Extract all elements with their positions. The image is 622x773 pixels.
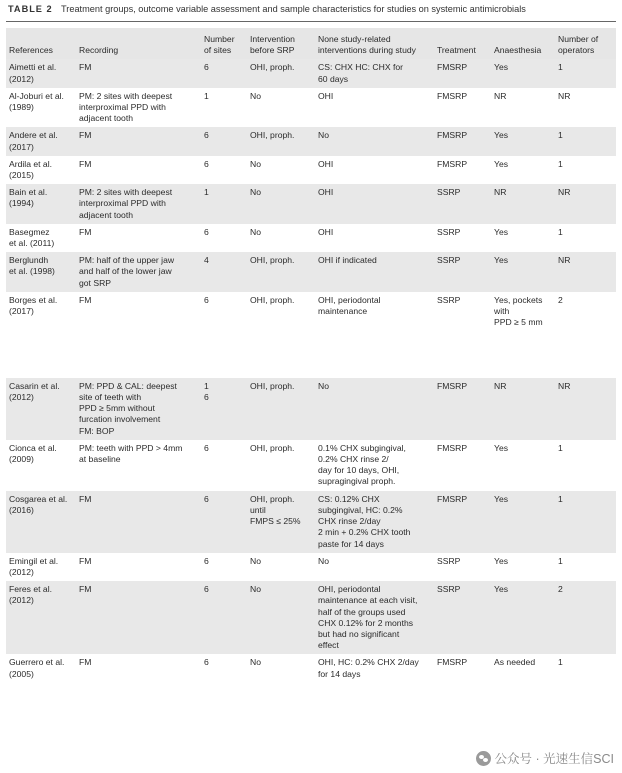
non-study-interventions-cell: No	[315, 127, 434, 155]
number-of-sites-cell: 6	[201, 59, 247, 87]
non-study-interventions-cell: 0.1% CHX subgingival, 0.2% CHX rinse 2/ day for 10 days, OHI, supragingival proph.	[315, 440, 434, 491]
table-row	[6, 581, 616, 654]
column-header: Number of sites	[201, 28, 247, 59]
number-of-operators-cell: NR	[555, 378, 616, 440]
treatment-cell: FMSRP	[434, 378, 491, 440]
non-study-interventions-cell: OHI	[315, 156, 434, 184]
reference-cell: Andere et al. (2017)	[6, 127, 76, 155]
anaesthesia-cell: Yes	[491, 553, 555, 581]
column-header: None study-related interventions during study	[315, 28, 434, 59]
anaesthesia-cell: NR	[491, 88, 555, 128]
treatment-cell: FMSRP	[434, 127, 491, 155]
study-characteristics-table	[6, 28, 616, 683]
table-body	[6, 59, 616, 682]
recording-cell: FM	[76, 224, 201, 252]
treatment-cell: FMSRP	[434, 59, 491, 87]
recording-cell: FM	[76, 127, 201, 155]
number-of-sites-cell: 6	[201, 440, 247, 491]
table-label: TABLE 2	[8, 4, 53, 14]
treatment-cell: FMSRP	[434, 654, 491, 682]
treatment-cell: FMSRP	[434, 88, 491, 128]
number-of-operators-cell: 1	[555, 553, 616, 581]
table-row	[6, 156, 616, 184]
number-of-sites-cell: 1	[201, 88, 247, 128]
reference-cell: Al-Joburi et al. (1989)	[6, 88, 76, 128]
watermark-text: 公众号 · 光速生信SCI	[494, 752, 614, 766]
non-study-interventions-cell: CS: 0.12% CHX subgingival, HC: 0.2% CHX rinse 2/day 2 min + 0.2% CHX tooth paste for 14 days	[315, 491, 434, 553]
intervention-before-srp-cell: OHI, proph.	[247, 440, 315, 491]
recording-cell: FM	[76, 292, 201, 378]
treatment-cell: FMSRP	[434, 491, 491, 553]
anaesthesia-cell: NR	[491, 378, 555, 440]
number-of-sites-cell: 6	[201, 553, 247, 581]
anaesthesia-cell: Yes	[491, 224, 555, 252]
number-of-operators-cell: NR	[555, 88, 616, 128]
intervention-before-srp-cell: OHI, proph.	[247, 252, 315, 292]
column-header: Number of operators	[555, 28, 616, 59]
table-row	[6, 127, 616, 155]
treatment-cell: SSRP	[434, 184, 491, 224]
table-row	[6, 654, 616, 682]
number-of-operators-cell: NR	[555, 184, 616, 224]
caption-rule	[6, 21, 616, 22]
number-of-operators-cell: 1	[555, 59, 616, 87]
table-row	[6, 491, 616, 553]
non-study-interventions-cell: OHI	[315, 88, 434, 128]
table-row	[6, 440, 616, 491]
intervention-before-srp-cell: OHI, proph. until FMPS ≤ 25%	[247, 491, 315, 553]
table-row	[6, 224, 616, 252]
reference-cell: Aimetti et al. (2012)	[6, 59, 76, 87]
number-of-sites-cell: 6	[201, 581, 247, 654]
intervention-before-srp-cell: No	[247, 184, 315, 224]
recording-cell: FM	[76, 553, 201, 581]
reference-cell: Emingil et al. (2012)	[6, 553, 76, 581]
non-study-interventions-cell: OHI if indicated	[315, 252, 434, 292]
header-row	[6, 28, 616, 59]
non-study-interventions-cell: OHI	[315, 184, 434, 224]
anaesthesia-cell: Yes, pockets with PPD ≥ 5 mm	[491, 292, 555, 378]
table-row	[6, 252, 616, 292]
recording-cell: PM: 2 sites with deepest interproximal PPD with adjacent tooth	[76, 184, 201, 224]
recording-cell: FM	[76, 581, 201, 654]
recording-cell: FM	[76, 491, 201, 553]
wechat-icon	[476, 751, 491, 766]
number-of-operators-cell: 2	[555, 581, 616, 654]
table-row	[6, 88, 616, 128]
non-study-interventions-cell: OHI, periodontal maintenance	[315, 292, 434, 378]
intervention-before-srp-cell: OHI, proph.	[247, 127, 315, 155]
number-of-sites-cell: 6	[201, 491, 247, 553]
column-header: References	[6, 28, 76, 59]
column-header: Anaesthesia	[491, 28, 555, 59]
treatment-cell: SSRP	[434, 252, 491, 292]
treatment-cell: FMSRP	[434, 156, 491, 184]
watermark	[476, 749, 614, 767]
reference-cell: Cosgarea et al. (2016)	[6, 491, 76, 553]
non-study-interventions-cell: No	[315, 553, 434, 581]
table-row	[6, 59, 616, 87]
reference-cell: Feres et al. (2012)	[6, 581, 76, 654]
intervention-before-srp-cell: OHI, proph.	[247, 292, 315, 378]
table-row	[6, 553, 616, 581]
treatment-cell: SSRP	[434, 224, 491, 252]
recording-cell: PM: 2 sites with deepest interproximal PPD with adjacent tooth	[76, 88, 201, 128]
intervention-before-srp-cell: No	[247, 581, 315, 654]
number-of-sites-cell: 6	[201, 292, 247, 378]
non-study-interventions-cell: OHI, periodontal maintenance at each visit, half of the groups used CHX 0.12% for 2 months but had no significant effect	[315, 581, 434, 654]
reference-cell: Cionca et al. (2009)	[6, 440, 76, 491]
number-of-operators-cell: 1	[555, 440, 616, 491]
number-of-sites-cell: 4	[201, 252, 247, 292]
anaesthesia-cell: Yes	[491, 581, 555, 654]
reference-cell: Bain et al. (1994)	[6, 184, 76, 224]
recording-cell: PM: PPD & CAL: deepest site of teeth with PPD ≥ 5mm without furcation involvement FM: BOP	[76, 378, 201, 440]
recording-cell: PM: teeth with PPD > 4mm at baseline	[76, 440, 201, 491]
reference-cell: Basegmez et al. (2011)	[6, 224, 76, 252]
intervention-before-srp-cell: No	[247, 654, 315, 682]
number-of-sites-cell: 1	[201, 184, 247, 224]
recording-cell: PM: half of the upper jaw and half of the lower jaw got SRP	[76, 252, 201, 292]
intervention-before-srp-cell: No	[247, 224, 315, 252]
treatment-cell: SSRP	[434, 292, 491, 378]
table-row	[6, 184, 616, 224]
column-header: Recording	[76, 28, 201, 59]
non-study-interventions-cell: OHI	[315, 224, 434, 252]
recording-cell: FM	[76, 156, 201, 184]
table-header	[6, 28, 616, 59]
anaesthesia-cell: Yes	[491, 59, 555, 87]
treatment-cell: SSRP	[434, 553, 491, 581]
non-study-interventions-cell: CS: CHX HC: CHX for 60 days	[315, 59, 434, 87]
reference-cell: Borges et al. (2017)	[6, 292, 76, 378]
intervention-before-srp-cell: No	[247, 88, 315, 128]
number-of-operators-cell: 1	[555, 127, 616, 155]
table-row	[6, 378, 616, 440]
column-header: Intervention before SRP	[247, 28, 315, 59]
anaesthesia-cell: As needed	[491, 654, 555, 682]
table-row	[6, 292, 616, 378]
number-of-operators-cell: 1	[555, 654, 616, 682]
treatment-cell: SSRP	[434, 581, 491, 654]
number-of-operators-cell: NR	[555, 252, 616, 292]
treatment-cell: FMSRP	[434, 440, 491, 491]
intervention-before-srp-cell: OHI, proph.	[247, 59, 315, 87]
anaesthesia-cell: Yes	[491, 440, 555, 491]
anaesthesia-cell: Yes	[491, 491, 555, 553]
recording-cell: FM	[76, 59, 201, 87]
intervention-before-srp-cell: No	[247, 553, 315, 581]
anaesthesia-cell: NR	[491, 184, 555, 224]
number-of-operators-cell: 1	[555, 491, 616, 553]
caption-text: Treatment groups, outcome variable assessment and sample characteristics for studies on systemic antimicrobials	[61, 4, 526, 14]
number-of-operators-cell: 1	[555, 156, 616, 184]
reference-cell: Guerrero et al. (2005)	[6, 654, 76, 682]
number-of-sites-cell: 6	[201, 156, 247, 184]
anaesthesia-cell: Yes	[491, 252, 555, 292]
number-of-sites-cell: 6	[201, 224, 247, 252]
number-of-sites-cell: 6	[201, 127, 247, 155]
reference-cell: Berglundh et al. (1998)	[6, 252, 76, 292]
table-caption	[8, 4, 526, 14]
number-of-sites-cell: 6	[201, 654, 247, 682]
reference-cell: Casarin et al. (2012)	[6, 378, 76, 440]
number-of-sites-cell: 1 6	[201, 378, 247, 440]
anaesthesia-cell: Yes	[491, 156, 555, 184]
column-header: Treatment	[434, 28, 491, 59]
number-of-operators-cell: 1	[555, 224, 616, 252]
number-of-operators-cell: 2	[555, 292, 616, 378]
intervention-before-srp-cell: No	[247, 156, 315, 184]
non-study-interventions-cell: OHI, HC: 0.2% CHX 2/day for 14 days	[315, 654, 434, 682]
non-study-interventions-cell: No	[315, 378, 434, 440]
reference-cell: Ardila et al. (2015)	[6, 156, 76, 184]
recording-cell: FM	[76, 654, 201, 682]
anaesthesia-cell: Yes	[491, 127, 555, 155]
intervention-before-srp-cell: OHI, proph.	[247, 378, 315, 440]
